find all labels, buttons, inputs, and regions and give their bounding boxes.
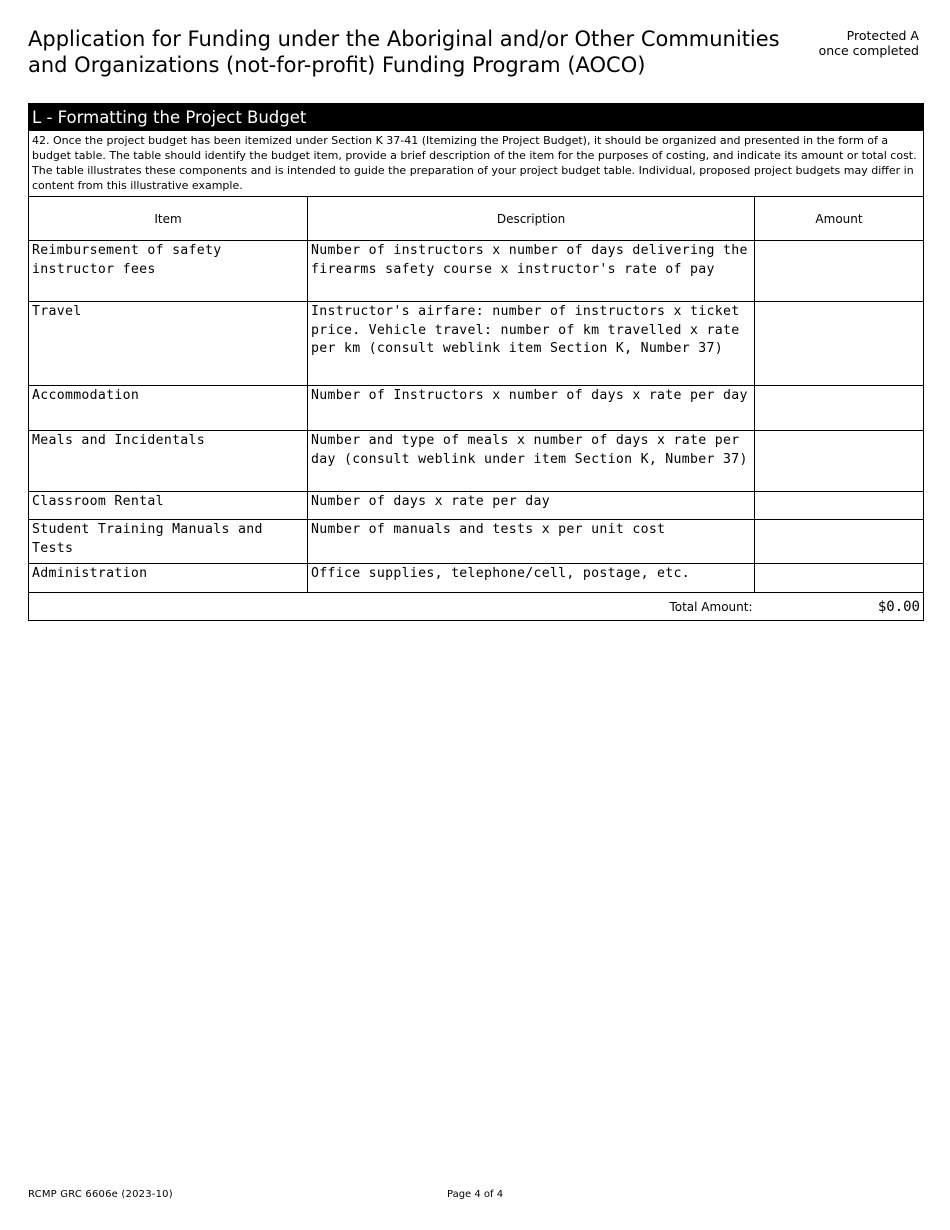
- table-row: [29, 302, 924, 386]
- description-field[interactable]: Instructor's airfare: number of instructors x ticket price. Vehicle travel: number of km travelled x rate per km (consult weblink item Section K, Number 37): [308, 302, 755, 386]
- column-header-description: Description: [308, 197, 755, 241]
- item-field[interactable]: Student Training Manuals and Tests: [29, 520, 308, 564]
- protected-notice: [819, 28, 919, 58]
- description-field[interactable]: Number of manuals and tests x per unit cost: [308, 520, 755, 564]
- amount-field[interactable]: [755, 492, 924, 520]
- budget-form-table: [28, 103, 924, 621]
- item-field[interactable]: Classroom Rental: [29, 492, 308, 520]
- description-field[interactable]: Number of Instructors x number of days x rate per day: [308, 386, 755, 431]
- description-field[interactable]: Number of days x rate per day: [308, 492, 755, 520]
- total-row: [29, 593, 924, 621]
- item-field[interactable]: Administration: [29, 564, 308, 593]
- description-field[interactable]: Number and type of meals x number of days x rate per day (consult weblink under item Section K, Number 37): [308, 431, 755, 492]
- total-amount-value: $0.00: [755, 593, 924, 621]
- amount-field[interactable]: [755, 302, 924, 386]
- item-field[interactable]: Travel: [29, 302, 308, 386]
- section-instructions: 42. Once the project budget has been itemized under Section K 37-41 (Itemizing the Project Budget), it should be organized and presented in the form of a budget table. The table should identify the budget item, provide a brief description of the item for the purposes of costing, and indicate its amount or total cost. The table illustrates these components and is intended to guide the preparation of your project budget table. Individual, proposed project budgets may differ in content from this illustrative example.: [29, 131, 924, 197]
- item-field[interactable]: Reimbursement of safety instructor fees: [29, 241, 308, 302]
- form-title-line-2: and Organizations (not-for-profit) Funding Program (AOCO): [28, 53, 646, 77]
- form-title-line-1: Application for Funding under the Aboriginal and/or Other Communities: [28, 27, 780, 51]
- form-title: [28, 26, 798, 78]
- table-row: [29, 492, 924, 520]
- amount-field[interactable]: [755, 431, 924, 492]
- amount-field[interactable]: [755, 520, 924, 564]
- protected-line-1: Protected A: [846, 28, 919, 43]
- section-title: L - Formatting the Project Budget: [29, 104, 924, 131]
- total-amount-label: Total Amount:: [29, 593, 755, 621]
- column-header-amount: Amount: [755, 197, 924, 241]
- column-header-item: Item: [29, 197, 308, 241]
- table-row: [29, 241, 924, 302]
- page-number: Page 4 of 4: [447, 1189, 504, 1200]
- table-row: [29, 386, 924, 431]
- amount-field[interactable]: [755, 564, 924, 593]
- form-number: RCMP GRC 6606e (2023-10): [28, 1189, 173, 1200]
- amount-field[interactable]: [755, 386, 924, 431]
- description-field[interactable]: Number of instructors x number of days delivering the firearms safety course x instructor's rate of pay: [308, 241, 755, 302]
- protected-line-2: once completed: [818, 43, 919, 58]
- description-field[interactable]: Office supplies, telephone/cell, postage, etc.: [308, 564, 755, 593]
- table-row: [29, 520, 924, 564]
- item-field[interactable]: Meals and Incidentals: [29, 431, 308, 492]
- amount-field[interactable]: [755, 241, 924, 302]
- item-field[interactable]: Accommodation: [29, 386, 308, 431]
- table-row: [29, 564, 924, 593]
- table-row: [29, 431, 924, 492]
